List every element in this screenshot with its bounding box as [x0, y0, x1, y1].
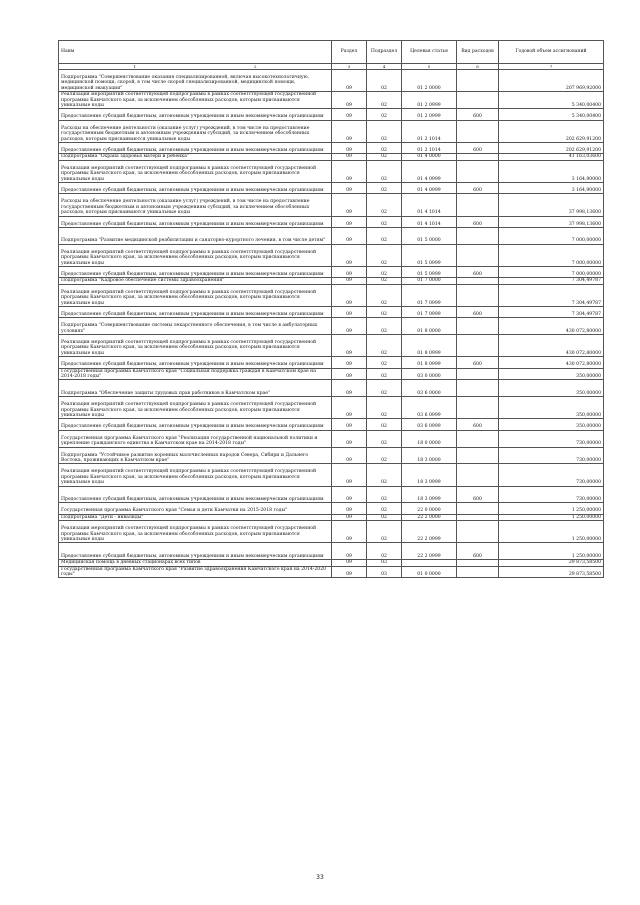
row-name: Подпрограмма "Совершенствование оказания специализированной, включая высокотехнологичную, медицинской помощи, скорой, в том числе скорой специализированной, медицинской помощи, медицинской эвакуации"	[59, 70, 332, 92]
table-row	[59, 109, 604, 120]
row-podrazdel: 02	[367, 514, 402, 520]
row-podrazdel: 02	[367, 521, 402, 543]
row-podrazdel: 02	[367, 318, 402, 335]
table-row	[59, 397, 604, 419]
row-name: Предоставление субсидий бюджетным, автономным учреждениям и иным некоммерческим организациям	[59, 266, 332, 277]
row-celevaya: 03 6 0999	[402, 397, 457, 419]
row-vid	[457, 380, 499, 397]
header-row	[59, 41, 604, 64]
row-vid	[457, 318, 499, 335]
budget-table	[58, 40, 604, 578]
row-celevaya: 22 0 0000	[402, 503, 457, 514]
row-podrazdel: 03	[367, 560, 402, 566]
row-podrazdel: 03	[367, 566, 402, 578]
row-podrazdel: 02	[367, 357, 402, 368]
row-razdel: 09	[332, 318, 367, 335]
row-summa: 7 304,49787	[499, 278, 604, 284]
table-row	[59, 335, 604, 357]
row-name: Реализация мероприятий соответствующей подпрограммы в рамках соответствующей государственной программы Камчатского края, за исключением обособленных расходов, которым присваиваются уникальные коды	[59, 521, 332, 543]
row-podrazdel: 02	[367, 503, 402, 514]
table-row	[59, 160, 604, 182]
row-vid	[457, 464, 499, 486]
row-vid	[457, 244, 499, 266]
row-name: Предоставление субсидий бюджетным, автономным учреждениям и иным некоммерческим организациям	[59, 182, 332, 193]
row-summa: 3 164,90000	[499, 160, 604, 182]
row-podrazdel: 02	[367, 335, 402, 357]
row-vid: 600	[457, 216, 499, 227]
row-summa: 730,00000	[499, 447, 604, 464]
row-summa: 350,00000	[499, 419, 604, 430]
row-summa: 37 998,13600	[499, 216, 604, 227]
header-summa: Годовой объем ассигнований	[499, 41, 604, 64]
row-summa: 730,00000	[499, 486, 604, 503]
row-name: Подпрограмма "Устойчивое развитие коренных малочисленных народов Севера, Сибири и Дальнего Востока, проживающих в Камчатском крае"	[59, 447, 332, 464]
table-row	[59, 92, 604, 109]
row-podrazdel: 02	[367, 154, 402, 160]
row-vid	[457, 194, 499, 216]
table-row	[59, 503, 604, 514]
table-row	[59, 464, 604, 486]
row-name: Предоставление субсидий бюджетным, автономным учреждениям и иным некоммерческим организациям	[59, 486, 332, 503]
row-summa: 1 250,00000	[499, 543, 604, 560]
row-razdel: 09	[332, 380, 367, 397]
row-name: Предоставление субсидий бюджетным, автономным учреждениям и иным некоммерческим организациям	[59, 357, 332, 368]
row-podrazdel: 02	[367, 182, 402, 193]
row-name: Предоставление субсидий бюджетным, автономным учреждениям и иным некоммерческим организациям	[59, 543, 332, 560]
row-name: Государственная программа Камчатского края "Социальная поддержка граждан в Камчатском крае на 2014-2018 годы"	[59, 368, 332, 380]
row-podrazdel: 02	[367, 216, 402, 227]
row-razdel: 09	[332, 92, 367, 109]
row-name: Реализация мероприятий соответствующей подпрограммы в рамках соответствующей государственной программы Камчатского края, за исключением обособленных расходов, которым присваиваются уникальные коды	[59, 335, 332, 357]
table-row	[59, 142, 604, 153]
row-summa: 7 304,49787	[499, 284, 604, 306]
header-razdel: Раздел	[332, 41, 367, 64]
row-celevaya: 01 7 0999	[402, 306, 457, 317]
row-vid	[457, 430, 499, 447]
row-summa: 29 873,58500	[499, 566, 604, 578]
row-summa: 5 340,00400	[499, 109, 604, 120]
table-row	[59, 227, 604, 244]
page-number: 33	[316, 874, 324, 881]
column-number: 5	[402, 64, 457, 70]
row-summa: 730,00000	[499, 430, 604, 447]
table-row	[59, 543, 604, 560]
row-name: Предоставление субсидий бюджетным, автономным учреждениям и иным некоммерческим организациям	[59, 306, 332, 317]
row-celevaya: 01 2 0999	[402, 109, 457, 120]
row-celevaya: 01 4 0999	[402, 182, 457, 193]
row-summa: 350,00000	[499, 368, 604, 380]
row-vid	[457, 92, 499, 109]
table-body	[59, 64, 604, 578]
row-name: Государственная программа Камчатского края "Развитие здравоохранения Камчатского края на 2014-2020 годы"	[59, 566, 332, 578]
row-razdel: 09	[332, 368, 367, 380]
column-number: 7	[499, 64, 604, 70]
row-razdel: 09	[332, 357, 367, 368]
row-razdel: 09	[332, 447, 367, 464]
row-celevaya: 03 6 0000	[402, 380, 457, 397]
row-summa: 730,00000	[499, 464, 604, 486]
row-podrazdel: 02	[367, 244, 402, 266]
table-row	[59, 566, 604, 578]
row-podrazdel: 02	[367, 397, 402, 419]
row-razdel: 09	[332, 154, 367, 160]
row-name: Расходы на обеспечение деятельности (оказание услуг) учреждений, в том числе на предоставление государственным бюджетным и автономным учреждениям субсидий, за исключением обособленных расходов, которым присваиваются уникальные коды	[59, 120, 332, 142]
row-summa: 7 304,49787	[499, 306, 604, 317]
row-celevaya: 01 2 1014	[402, 120, 457, 142]
row-vid: 600	[457, 142, 499, 153]
table-row	[59, 430, 604, 447]
table-row	[59, 194, 604, 216]
table-row	[59, 284, 604, 306]
row-razdel: 09	[332, 160, 367, 182]
row-podrazdel: 02	[367, 227, 402, 244]
column-number: 3	[332, 64, 367, 70]
row-summa: 5 340,00400	[499, 92, 604, 109]
table-row	[59, 306, 604, 317]
row-razdel: 09	[332, 266, 367, 277]
row-name: Предоставление субсидий бюджетным, автономным учреждениям и иным некоммерческим организациям	[59, 216, 332, 227]
row-celevaya: 01 5 0000	[402, 227, 457, 244]
row-podrazdel: 02	[367, 109, 402, 120]
row-celevaya: 18 3 0999	[402, 486, 457, 503]
row-podrazdel: 02	[367, 160, 402, 182]
row-celevaya: 01 5 0999	[402, 244, 457, 266]
row-name: Реализация мероприятий соответствующей подпрограммы в рамках соответствующей государственной программы Камчатского края, за исключением обособленных расходов, которым присваиваются уникальные коды	[59, 464, 332, 486]
row-celevaya: 18 3 0000	[402, 447, 457, 464]
row-name: Предоставление субсидий бюджетным, автономным учреждениям и иным некоммерческим организациям	[59, 419, 332, 430]
row-name: Медицинская помощь в дневных стационарах всех типов	[59, 560, 332, 566]
row-summa: 207 969,92000	[499, 70, 604, 92]
row-celevaya: 01 2 0000	[402, 70, 457, 92]
row-summa: 7 000,00000	[499, 244, 604, 266]
header-vid: Вид расходов	[457, 41, 499, 64]
row-razdel: 09	[332, 521, 367, 543]
row-podrazdel: 02	[367, 266, 402, 277]
row-celevaya: 01 0 0000	[402, 566, 457, 578]
row-razdel: 09	[332, 306, 367, 317]
row-name: Подпрограмма "Охрана здоровья матери и ребенка"	[59, 154, 332, 160]
row-celevaya: 01 4 1014	[402, 216, 457, 227]
row-razdel: 09	[332, 335, 367, 357]
row-podrazdel: 02	[367, 92, 402, 109]
row-name: Подпрограмма "Обеспечение защиты трудовых прав работников в Камчатском крае"	[59, 380, 332, 397]
table-row	[59, 70, 604, 92]
column-number: 6	[457, 64, 499, 70]
row-name: Государственная программа Камчатского края "Реализация государственной национальной политики и укрепление гражданского единства в Камчатском крае на 2014-2018 годы"	[59, 430, 332, 447]
row-name: Подпрограмма "Кадровое обеспечение системы здравоохранения"	[59, 278, 332, 284]
row-celevaya: 22 2 0000	[402, 514, 457, 520]
row-razdel: 09	[332, 227, 367, 244]
row-summa: 7 000,00000	[499, 227, 604, 244]
row-summa: 430 072,80000	[499, 335, 604, 357]
column-number-1: 1	[133, 64, 136, 69]
row-celevaya: 18 3 0999	[402, 464, 457, 486]
row-razdel: 09	[332, 397, 367, 419]
row-vid	[457, 447, 499, 464]
table-row	[59, 447, 604, 464]
row-razdel: 09	[332, 120, 367, 142]
row-podrazdel: 02	[367, 543, 402, 560]
row-vid: 600	[457, 266, 499, 277]
row-podrazdel: 02	[367, 464, 402, 486]
table-row	[59, 244, 604, 266]
row-razdel: 09	[332, 503, 367, 514]
header-celevaya: Целевая статья	[402, 41, 457, 64]
row-summa: 1 250,00000	[499, 503, 604, 514]
row-podrazdel: 02	[367, 194, 402, 216]
row-celevaya: 01 7 0999	[402, 284, 457, 306]
row-summa: 29 873,58500	[499, 560, 604, 566]
row-vid: 600	[457, 109, 499, 120]
row-celevaya: 18 0 0000	[402, 430, 457, 447]
row-vid	[457, 397, 499, 419]
row-vid: 600	[457, 306, 499, 317]
row-celevaya: 03 6 0999	[402, 419, 457, 430]
row-summa: 1 250,00000	[499, 521, 604, 543]
row-summa: 202 629,91200	[499, 120, 604, 142]
row-razdel: 09	[332, 182, 367, 193]
row-vid	[457, 368, 499, 380]
row-vid: 600	[457, 357, 499, 368]
table-row	[59, 380, 604, 397]
row-vid	[457, 227, 499, 244]
row-podrazdel: 02	[367, 306, 402, 317]
row-vid	[457, 160, 499, 182]
row-name: Предоставление субсидий бюджетным, автономным учреждениям и иным некоммерческим организациям	[59, 142, 332, 153]
row-name: Государственная программа Камчатского края "Семья и дети Камчатки на 2015-2018 годы"	[59, 503, 332, 514]
row-podrazdel: 02	[367, 142, 402, 153]
row-summa: 430 072,80000	[499, 318, 604, 335]
row-name: Предоставление субсидий бюджетным, автономным учреждениям и иным некоммерческим организациям	[59, 109, 332, 120]
row-razdel: 09	[332, 142, 367, 153]
table-row	[59, 318, 604, 335]
row-razdel: 09	[332, 284, 367, 306]
row-vid	[457, 521, 499, 543]
column-number: 4	[367, 64, 402, 70]
row-vid: 600	[457, 419, 499, 430]
row-summa: 350,00000	[499, 380, 604, 397]
row-podrazdel: 02	[367, 430, 402, 447]
row-name: Реализация мероприятий соответствующей подпрограммы в рамках соответствующей государственной программы Камчатского края, за исключением обособленных расходов, которым присваиваются уникальные коды	[59, 160, 332, 182]
row-podrazdel: 02	[367, 120, 402, 142]
row-podrazdel: 02	[367, 419, 402, 430]
row-podrazdel: 02	[367, 70, 402, 92]
row-podrazdel: 02	[367, 447, 402, 464]
row-name: Реализация мероприятий соответствующей подпрограммы в рамках соответствующей государственной программы Камчатского края, за исключением обособленных расходов, которым присваиваются уникальные коды	[59, 92, 332, 109]
row-razdel: 09	[332, 419, 367, 430]
row-podrazdel: 02	[367, 284, 402, 306]
row-razdel: 09	[332, 216, 367, 227]
row-razdel: 09	[332, 464, 367, 486]
row-razdel: 09	[332, 430, 367, 447]
row-celevaya: 01 4 0999	[402, 160, 457, 182]
row-celevaya: 22 2 0999	[402, 521, 457, 543]
row-celevaya: 01 4 0000	[402, 154, 457, 160]
row-razdel: 09	[332, 244, 367, 266]
row-summa: 430 072,80000	[499, 357, 604, 368]
row-razdel: 09	[332, 514, 367, 520]
row-celevaya: 01 4 1014	[402, 194, 457, 216]
row-vid: 600	[457, 182, 499, 193]
row-vid	[457, 70, 499, 92]
row-celevaya: 01 2 0999	[402, 92, 457, 109]
row-summa: 3 164,90000	[499, 182, 604, 193]
row-celevaya: 01 8 0000	[402, 318, 457, 335]
row-razdel: 09	[332, 560, 367, 566]
row-podrazdel: 02	[367, 380, 402, 397]
row-vid	[457, 335, 499, 357]
row-razdel: 09	[332, 70, 367, 92]
row-celevaya: 01 5 0999	[402, 266, 457, 277]
row-podrazdel: 02	[367, 486, 402, 503]
table-row	[59, 182, 604, 193]
row-vid	[457, 284, 499, 306]
row-razdel: 09	[332, 278, 367, 284]
row-vid	[457, 566, 499, 578]
row-celevaya: 01 8 0999	[402, 335, 457, 357]
table-row	[59, 266, 604, 277]
row-name: Подпрограмма "Совершенствование системы лекарственного обеспечения, в том числе в амбулаторных условиях"	[59, 318, 332, 335]
row-vid	[457, 120, 499, 142]
row-vid: 600	[457, 486, 499, 503]
row-name: Реализация мероприятий соответствующей подпрограммы в рамках соответствующей государственной программы Камчатского края, за исключением обособленных расходов, которым присваиваются уникальные коды	[59, 244, 332, 266]
row-summa: 202 629,91200	[499, 142, 604, 153]
row-name: Подпрограмма "Развитие медицинской реабилитации и санаторно-курортного лечения, в том числе детям"	[59, 227, 332, 244]
row-summa: 37 998,13600	[499, 194, 604, 216]
row-vid	[457, 503, 499, 514]
row-name: Реализация мероприятий соответствующей подпрограммы в рамках соответствующей государственной программы Камчатского края, за исключением обособленных расходов, которым присваиваются уникальные коды	[59, 397, 332, 419]
row-celevaya: 01 8 0999	[402, 357, 457, 368]
row-summa: 1 250,00000	[499, 514, 604, 520]
table-row	[59, 357, 604, 368]
row-summa: 7 000,00000	[499, 266, 604, 277]
table-row	[59, 216, 604, 227]
row-celevaya: 22 2 0999	[402, 543, 457, 560]
row-name: Расходы на обеспечение деятельности (оказание услуг) учреждений, в том числе на предоставление государственным бюджетным и автономным учреждениям субсидий, за исключением обособленных расходов, которым присваиваются уникальные коды	[59, 194, 332, 216]
row-podrazdel: 02	[367, 278, 402, 284]
table-row	[59, 120, 604, 142]
row-summa: 350,00000	[499, 397, 604, 419]
row-razdel: 09	[332, 486, 367, 503]
row-razdel: 09	[332, 194, 367, 216]
row-name: Подпрограмма "Дети - инвалиды"	[59, 514, 332, 520]
row-name: Реализация мероприятий соответствующей подпрограммы в рамках соответствующей государственной программы Камчатского края, за исключением обособленных расходов, которым присваиваются уникальные коды	[59, 284, 332, 306]
header-name: Наим	[59, 41, 332, 64]
table-row	[59, 486, 604, 503]
column-number-2: 2	[254, 64, 257, 69]
row-celevaya: 01 7 0000	[402, 278, 457, 284]
row-celevaya: 01 2 1014	[402, 142, 457, 153]
row-razdel: 09	[332, 566, 367, 578]
row-vid: 600	[457, 543, 499, 560]
table-row	[59, 521, 604, 543]
header-podrazdel: Подраздел	[367, 41, 402, 64]
row-razdel: 09	[332, 109, 367, 120]
table-row	[59, 368, 604, 380]
row-summa: 41 163,03600	[499, 154, 604, 160]
table-row	[59, 419, 604, 430]
row-razdel: 09	[332, 543, 367, 560]
row-celevaya: 03 0 0000	[402, 368, 457, 380]
row-podrazdel: 02	[367, 368, 402, 380]
